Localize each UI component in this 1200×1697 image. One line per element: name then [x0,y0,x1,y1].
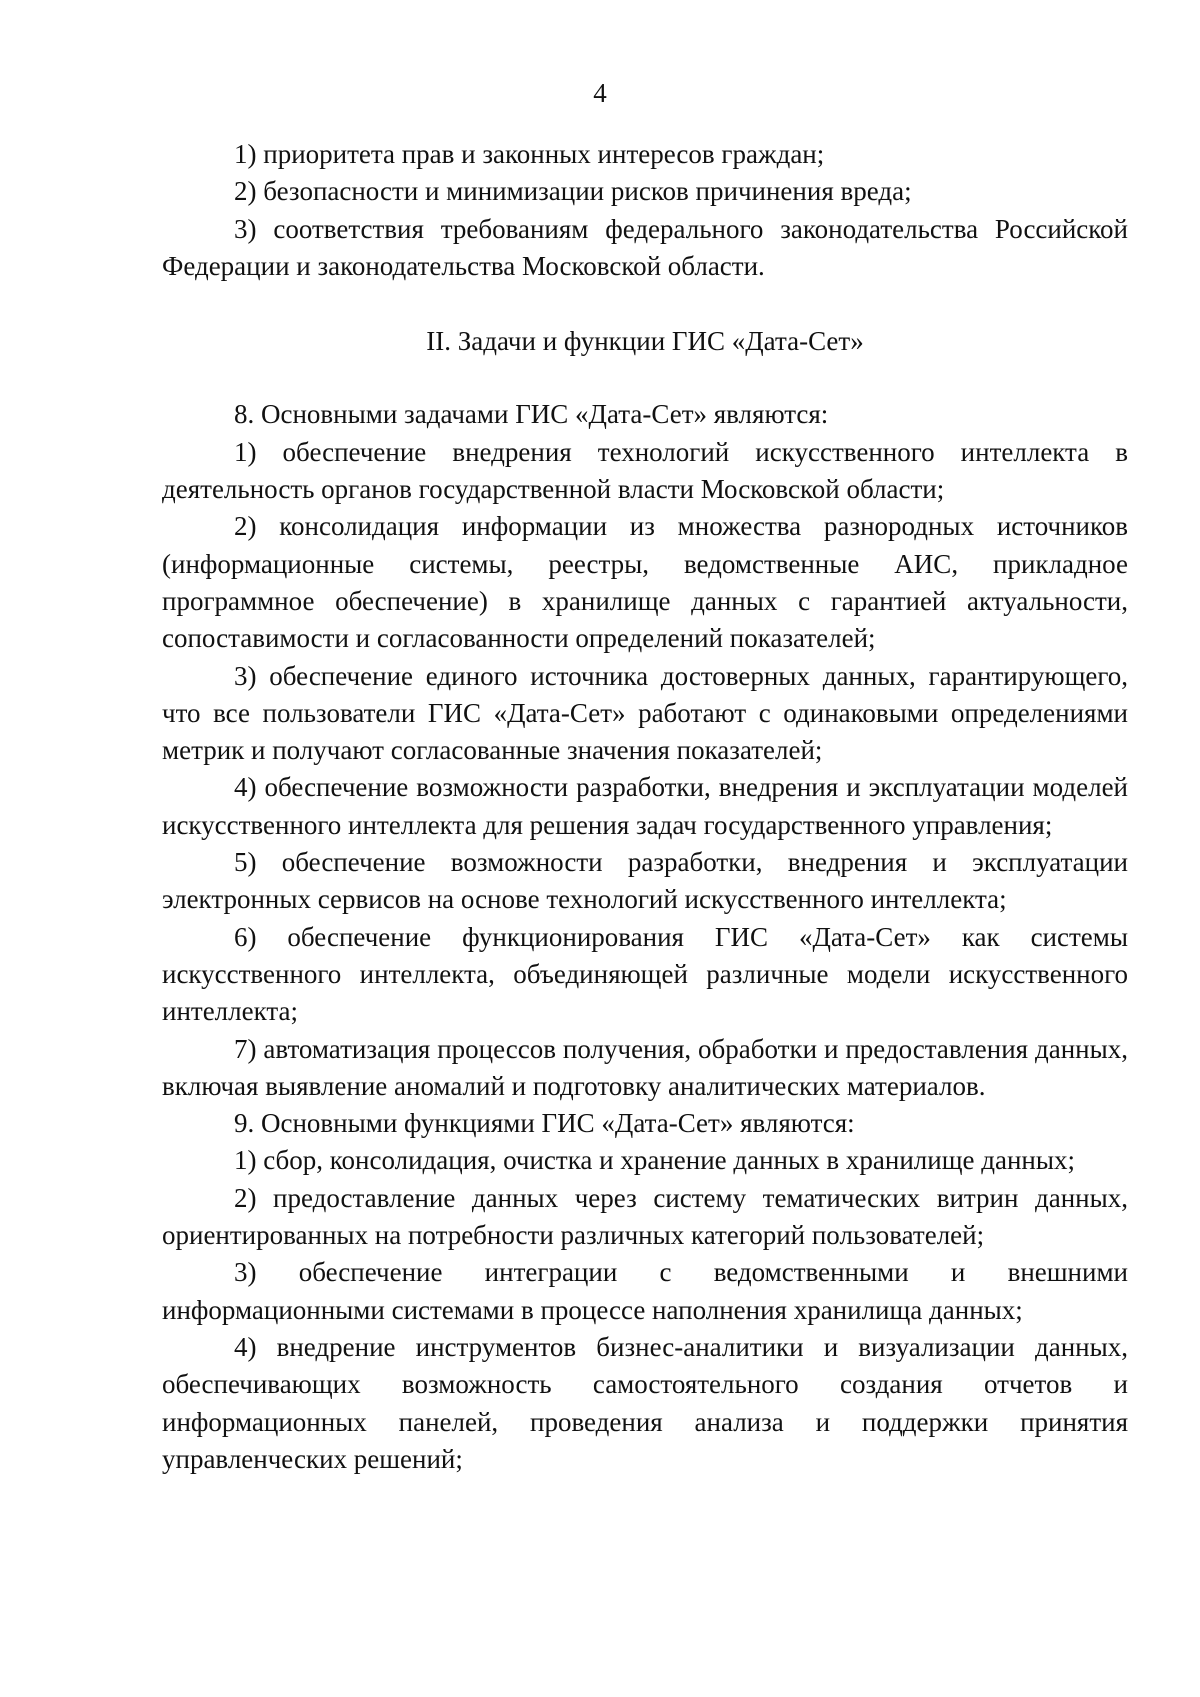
function-item-2: 2) предоставление данных через систему тематических витрин данных, ориентированных на потребности различных категорий пользователей; [162,1182,1128,1251]
document-body [162,136,1128,1478]
intro-item-3: 3) соответствия требованиям федерального законодательства Российской Федерации и законодательства Московской области. [162,213,1128,281]
task-item-3: 3) обеспечение единого источника достоверных данных, гарантирующего, что все пользователи ГИС «Дата-Сет» работают с одинаковыми определениями метрик и получают согласованные значения показателей; [162,660,1128,766]
tasks-intro: 8. Основными задачами ГИС «Дата-Сет» являются: [234,399,829,430]
intro-item-2: 2) безопасности и минимизации рисков причинения вреда; [234,176,912,207]
intro-item-1: 1) приоритета прав и законных интересов граждан; [234,139,825,169]
function-item-4: 4) внедрение инструментов бизнес-аналитики и визуализации данных, обеспечивающих возможность самостоятельного создания отчетов и информационных панелей, проведения анализа и поддержки принятия управленческих решений; [162,1331,1128,1474]
task-item-7: 7) автоматизация процессов получения, обработки и предоставления данных, включая выявление аномалий и подготовку аналитических материалов. [162,1033,1128,1101]
page-number: 4 [593,78,607,108]
task-item-1: 1) обеспечение внедрения технологий искусственного интеллекта в деятельность органов государственной власти Московской области; [162,436,1128,505]
task-item-2: 2) консолидация информации из множества разнородных источников (информационные системы, реестры, ведомственные АИС, прикладное программное обеспечение) в хранилище данных с гарантией актуальности, сопоставимости и согласованности определений показателей; [162,511,1128,654]
section-heading: II. Задачи и функции ГИС «Дата-Сет» [426,326,864,357]
functions-intro: 9. Основными функциями ГИС «Дата-Сет» являются: [234,1108,855,1139]
task-item-5: 5) обеспечение возможности разработки, внедрения и эксплуатации электронных сервисов на основе технологий искусственного интеллекта; [162,847,1128,915]
function-item-1: 1) сбор, консолидация, очистка и хранение данных в хранилище данных; [234,1145,1075,1176]
task-item-6: 6) обеспечение функционирования ГИС «Дата-Сет» как системы искусственного интеллекта, объединяющей различные модели искусственного интеллекта; [162,921,1128,1027]
function-item-3: 3) обеспечение интеграции с ведомственными и внешними информационными системами в процессе наполнения хранилища данных; [162,1257,1128,1325]
task-item-4: 4) обеспечение возможности разработки, внедрения и эксплуатации моделей искусственного интеллекта для решения задач государственного управления; [162,772,1128,840]
